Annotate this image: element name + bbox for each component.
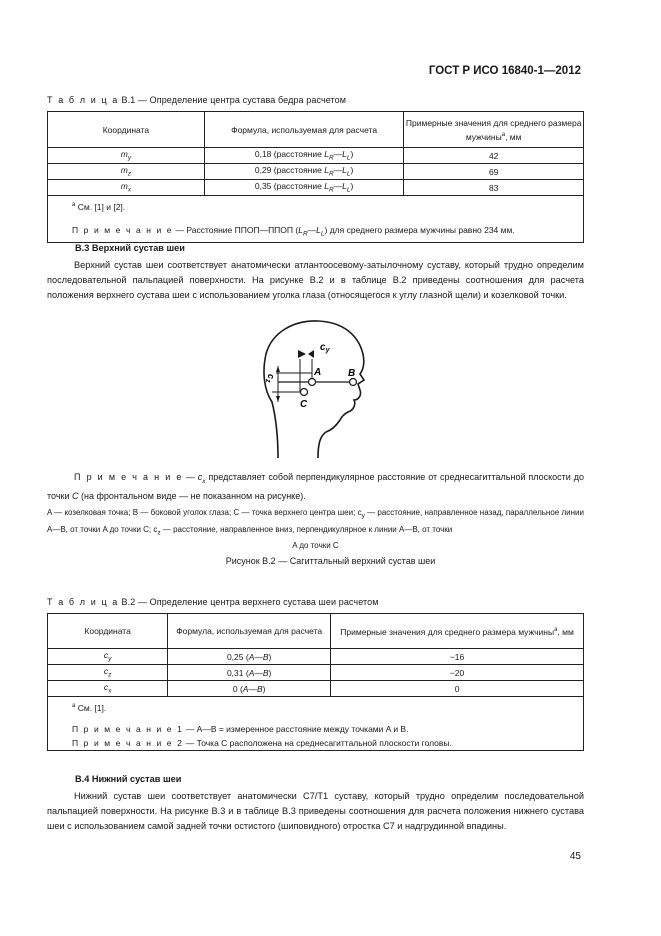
- footnote-text: См. [1].: [75, 702, 107, 713]
- formula-text: 0,25 (: [226, 651, 249, 662]
- label-a: A: [314, 367, 322, 378]
- table2-header-value-text: Примерные значения для среднего размера мужчины: [340, 626, 555, 637]
- formula-dash: —: [248, 683, 257, 694]
- table1-cell-value: 83: [404, 180, 584, 196]
- table1-note: [72, 223, 583, 242]
- note-c: C: [71, 490, 79, 501]
- table2-cell-formula: [168, 681, 331, 697]
- table2: [47, 613, 584, 751]
- formula-R: R: [328, 154, 334, 162]
- coord-sub: z: [108, 671, 112, 679]
- formula-text: 0,35 (расстояние: [254, 181, 325, 192]
- table2-cell-value: −16: [331, 649, 584, 665]
- table2-note1: [72, 722, 583, 736]
- formula-b: B: [262, 667, 269, 678]
- footnote-mark: а: [72, 202, 76, 208]
- note-text: (на фронтальном виде — не показанном на рисунке).: [78, 490, 306, 501]
- table2-cell-coord: [48, 665, 168, 681]
- point-a-marker: [309, 379, 316, 386]
- table1-header-formula: Формула, используемая для расчета: [204, 112, 404, 148]
- table1-caption-prefix: Т а б л и ц а: [47, 95, 119, 105]
- cy-arrow-left-icon: [308, 350, 314, 358]
- formula-Lsub: L: [346, 186, 351, 194]
- legend-text: — расстояние, направленное назад, параллельное линии A—B, от точки A до точки C; c: [47, 508, 584, 534]
- table1-row: [48, 180, 584, 196]
- label-cz: $c_z$: [264, 374, 276, 383]
- formula-dash: —: [254, 667, 263, 678]
- note-prefix: П р и м е ч а н и е: [74, 472, 183, 482]
- formula-R: R: [328, 186, 334, 194]
- formula-close: ): [350, 149, 354, 160]
- table1-cell-coord: [48, 180, 205, 196]
- table2-cell-value: −20: [331, 665, 584, 681]
- table2-cell-formula: [168, 665, 331, 681]
- note-cx-sub: x: [202, 477, 206, 485]
- table1-header-value: [404, 112, 584, 148]
- section-b4-heading: В.4 Нижний сустав шеи: [75, 774, 182, 784]
- table1-cell-value: 42: [404, 148, 584, 164]
- coord-sub: y: [127, 154, 132, 162]
- formula-close: ): [350, 165, 354, 176]
- coord-sub: z: [127, 170, 132, 178]
- footnote-mark: а: [72, 703, 76, 709]
- table2-header-formula: Формула, используемая для расчета: [168, 614, 331, 649]
- formula-L: L: [324, 181, 329, 192]
- formula-L: L: [324, 149, 329, 160]
- legend-text: — расстояние, направленное вниз, перпендикулярное к линии A—B, от точки: [160, 524, 453, 534]
- figure-legend: [47, 506, 584, 552]
- note-cx: c: [197, 472, 203, 482]
- formula-L: L: [324, 165, 329, 176]
- legend-sub: z: [157, 529, 161, 537]
- coord-symbol: c: [103, 666, 109, 677]
- legend-line2: A до точки C: [292, 541, 339, 551]
- formula-dash: —: [333, 165, 343, 176]
- table1-cell-coord: [48, 164, 205, 180]
- document-header: ГОСТ Р ИСО 16840-1—2012: [428, 65, 581, 77]
- table1-header-value-text: Примерные значения для среднего размера мужчины: [405, 117, 582, 142]
- note-text: представляет собой перпендикулярное расстояние от среднесагиттальной плоскости до точки: [47, 472, 584, 501]
- table2-header-value: [331, 614, 584, 649]
- point-c-marker: [301, 389, 308, 396]
- table1-cell-value: 69: [404, 164, 584, 180]
- table1-cell-formula: [204, 164, 404, 180]
- formula-Lsub: L: [346, 154, 351, 162]
- label-c: C: [300, 399, 308, 410]
- note-prefix: П р и м е ч а н и е 1: [72, 723, 184, 734]
- coord-symbol: m: [120, 165, 128, 176]
- table1-caption: [47, 95, 346, 105]
- table2-row: [48, 649, 584, 665]
- legend-text: A — козелковая точка; B — боковой уголок глаза; C — точка верхнего центра шеи; c: [47, 508, 362, 517]
- formula-a: A: [242, 683, 249, 694]
- head-profile-outline: [264, 321, 364, 458]
- formula-b: B: [262, 651, 269, 662]
- table2-row: [48, 681, 584, 697]
- table2-caption-prefix: Т а б л и ц а: [47, 597, 119, 607]
- coord-symbol: m: [120, 149, 128, 160]
- legend-sub: y: [361, 512, 365, 520]
- formula-text: 0 (: [232, 683, 243, 694]
- table1-row: [48, 164, 584, 180]
- formula-L: L: [342, 165, 347, 176]
- formula-b: B: [256, 683, 263, 694]
- formula-dash: —: [254, 651, 263, 662]
- table1-cell-formula: [204, 148, 404, 164]
- formula-text: 0,31 (: [226, 667, 249, 678]
- cz-arrow-up-icon: [276, 366, 280, 372]
- point-b-marker: [350, 379, 357, 386]
- formula-a: A: [248, 667, 255, 678]
- formula-R: R: [328, 170, 334, 178]
- formula-close: ): [268, 651, 272, 662]
- table2-note2: [72, 736, 583, 750]
- formula-dash: —: [307, 224, 317, 235]
- cy-arrow-icon: [298, 350, 306, 358]
- formula-L: L: [298, 224, 303, 235]
- table2-cell-value: 0: [331, 681, 584, 697]
- coord-symbol: c: [103, 650, 109, 661]
- formula-L: L: [342, 149, 347, 160]
- formula-Lsub: L: [320, 230, 325, 238]
- table2-footnote: [72, 699, 583, 715]
- section-b3-paragraph: Верхний сустав шеи соответствует анатомически атлантоосевому-затылочному суставу, который трудно определим последовательной пальпацией поверхности. На рисунке В.2 и в таблице В.2 приведены соотношения для расчета положения верхнего сустава шеи с использованием уголка глаза (относящегося к углу глазной щели) и козелковой точки.: [47, 260, 584, 300]
- formula-close: ): [262, 683, 266, 694]
- table2-row: [48, 665, 584, 681]
- table2-caption: [47, 597, 379, 607]
- formula-R: R: [302, 230, 308, 238]
- coord-sub: x: [108, 687, 112, 695]
- label-b: B: [348, 368, 356, 379]
- table1: [47, 111, 584, 243]
- note-text: — A—B = измеренное расстояние между точками A и B.: [183, 723, 409, 734]
- figure-caption: Рисунок В.2 — Сагиттальный верхний сустав шеи: [225, 556, 436, 566]
- table2-notes: [48, 697, 584, 751]
- figure-note: [47, 470, 584, 504]
- label-cy: $c_y$: [320, 342, 330, 354]
- coord-symbol: c: [103, 682, 109, 693]
- note-text: — Расстояние ППОП—ППОП (: [173, 224, 299, 235]
- coord-symbol: m: [120, 181, 128, 192]
- note-text-end: ) для среднего размера мужчины равно 234 мм.: [324, 224, 515, 235]
- table1-row: [48, 148, 584, 164]
- formula-close: ): [350, 181, 354, 192]
- cz-arrow-down-icon: [276, 396, 280, 402]
- note-text: — Точка C расположена на среднесагиттальной плоскости головы.: [183, 737, 452, 748]
- table2-header-coord: Координата: [48, 614, 168, 649]
- formula-L: L: [342, 181, 347, 192]
- page-number: 45: [569, 851, 581, 862]
- table1-header-value-unit: , мм: [505, 131, 522, 142]
- formula-text: 0,29 (расстояние: [254, 165, 325, 176]
- note-text: —: [182, 472, 198, 482]
- table2-cell-formula: [168, 649, 331, 665]
- coord-sub: y: [108, 655, 112, 663]
- note-prefix: П р и м е ч а н и е: [72, 224, 174, 235]
- table1-caption-text: В.1 — Определение центра сустава бедра расчетом: [121, 95, 347, 105]
- table2-header-value-mark: а: [554, 627, 558, 634]
- formula-Lsub: L: [346, 170, 351, 178]
- formula-dash: —: [333, 149, 343, 160]
- section-b3-heading: В.3 Верхний сустав шеи: [75, 243, 185, 253]
- formula-text: 0,18 (расстояние: [254, 149, 325, 160]
- table1-cell-coord: [48, 148, 205, 164]
- table1-footnote: [72, 198, 583, 214]
- formula-close: ): [268, 667, 272, 678]
- coord-sub: x: [127, 186, 132, 194]
- table2-header-value-unit: , мм: [557, 626, 574, 637]
- table2-cell-coord: [48, 649, 168, 665]
- formula-dash: —: [333, 181, 343, 192]
- note-prefix: П р и м е ч а н и е 2: [72, 737, 184, 748]
- table1-notes: [48, 196, 584, 243]
- formula-a: A: [248, 651, 255, 662]
- section-b4-paragraph: Нижний сустав шеи соответствует анатомически C7/T1 суставу, который трудно определим последовательной пальпацией поверхности. На рисунке В.3 и в таблице В.3 приведены соотношения для расчета положения нижнего сустава шеи с использованием самой задней точки остистого (шиповидного) отростка C7 и надгрудинной впадины.: [47, 791, 584, 831]
- table1-header-coord: Координата: [48, 112, 205, 148]
- figure-neck-joint-diagram: [250, 318, 380, 460]
- table2-caption-text: В.2 — Определение центра верхнего сустава шеи расчетом: [121, 597, 379, 607]
- formula-L: L: [316, 224, 321, 235]
- footnote-text: См. [1] и [2].: [75, 201, 126, 212]
- table2-cell-coord: [48, 681, 168, 697]
- table1-cell-formula: [204, 180, 404, 196]
- table1-header-value-mark: а: [501, 131, 506, 138]
